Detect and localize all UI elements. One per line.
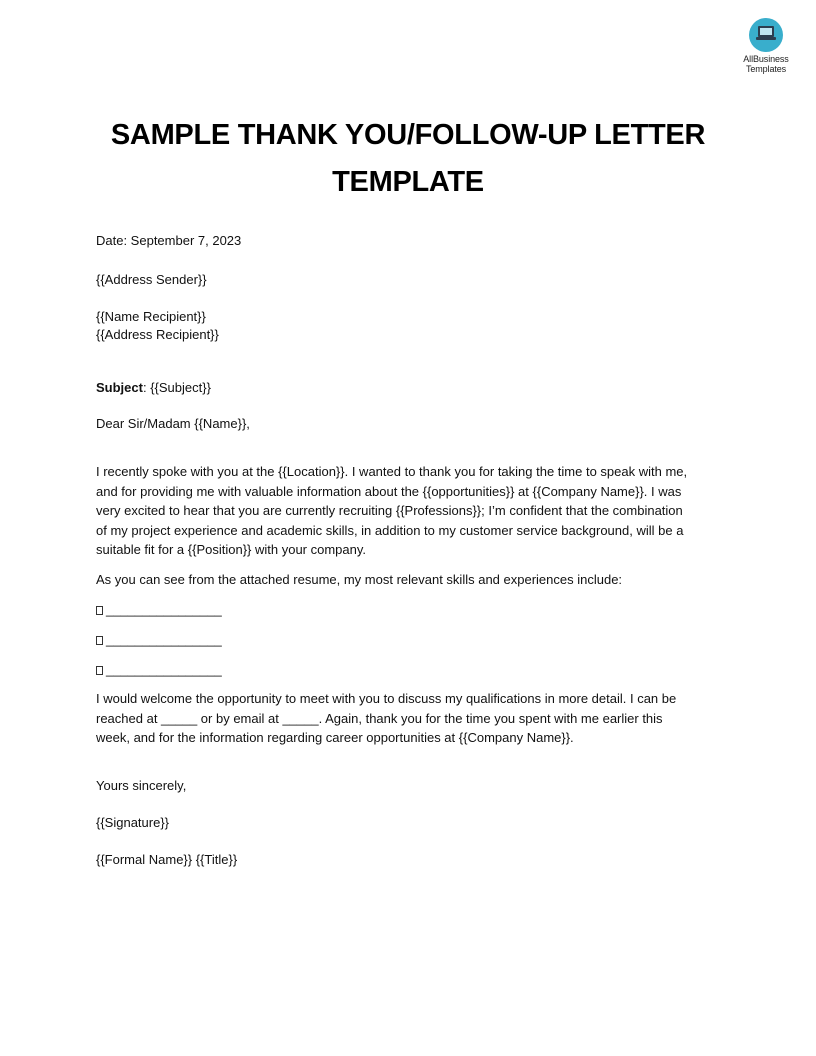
title-line-2: TEMPLATE <box>332 166 484 198</box>
bullet-item <box>96 630 222 650</box>
bullet-icon <box>96 666 103 675</box>
title-line-1: SAMPLE THANK YOU/FOLLOW-UP LETTER <box>110 119 706 151</box>
address-sender: {{Address Sender}} <box>96 272 207 287</box>
paragraph-line: I recently spoke with you at the {{Location}}. I wanted to thank you for taking the time to speak with me, <box>96 464 688 479</box>
paragraph-line: reached at _____ or by email at _____. Again, thank you for the time you spent with me earlier this <box>96 710 663 726</box>
name-recipient: {{Name Recipient}} <box>96 309 206 324</box>
paragraph-line: I would welcome the opportunity to meet with you to discuss my qualifications in more detail. I can be <box>96 691 677 706</box>
paragraph-line: week, and for the information regarding career opportunities at {{Company Name}}. <box>96 730 574 745</box>
logo-text-line2: Templates <box>745 64 787 74</box>
address-recipient: {{Address Recipient}} <box>96 327 219 342</box>
paragraph-line: suitable fit for a {{Position}} with your company. <box>96 542 367 557</box>
bullet-icon <box>96 636 103 645</box>
paragraph-line: very excited to hear that you are currently recruiting {{Professions}}; I’m confident that the combination <box>96 503 683 518</box>
bullet-icon <box>96 606 103 615</box>
bullet-blank: ________________ <box>106 662 222 677</box>
paragraph-line: and for providing me with valuable information about the {{opportunities}} at {{Company Name}}. I was <box>96 483 682 499</box>
body-paragraph-1 <box>96 462 726 560</box>
bullet-blank: ________________ <box>106 602 222 617</box>
bullet-item <box>96 660 222 680</box>
body-paragraph-2: As you can see from the attached resume, my most relevant skills and experiences include: <box>96 572 623 587</box>
bullet-blank: ________________ <box>106 632 222 647</box>
letter-date: Date: September 7, 2023 <box>96 233 242 248</box>
laptop-icon <box>749 18 783 52</box>
sign-off: Yours sincerely, <box>96 778 187 793</box>
allbusiness-templates-logo <box>736 18 796 74</box>
bullet-item <box>96 600 222 620</box>
formal-name-title: {{Formal Name}} {{Title}} <box>96 852 238 867</box>
paragraph-line: of my project experience and academic skills, in addition to my customer service background, will be a <box>96 522 684 538</box>
subject-value: : {{Subject}} <box>142 380 211 395</box>
subject-label: Subject <box>96 380 143 395</box>
signature: {{Signature}} <box>96 815 170 830</box>
document-title <box>80 112 736 206</box>
body-paragraph-3 <box>96 689 726 748</box>
logo-text-line1: AllBusiness <box>743 54 789 64</box>
salutation: Dear Sir/Madam {{Name}}, <box>96 416 250 431</box>
subject-line <box>96 378 211 398</box>
